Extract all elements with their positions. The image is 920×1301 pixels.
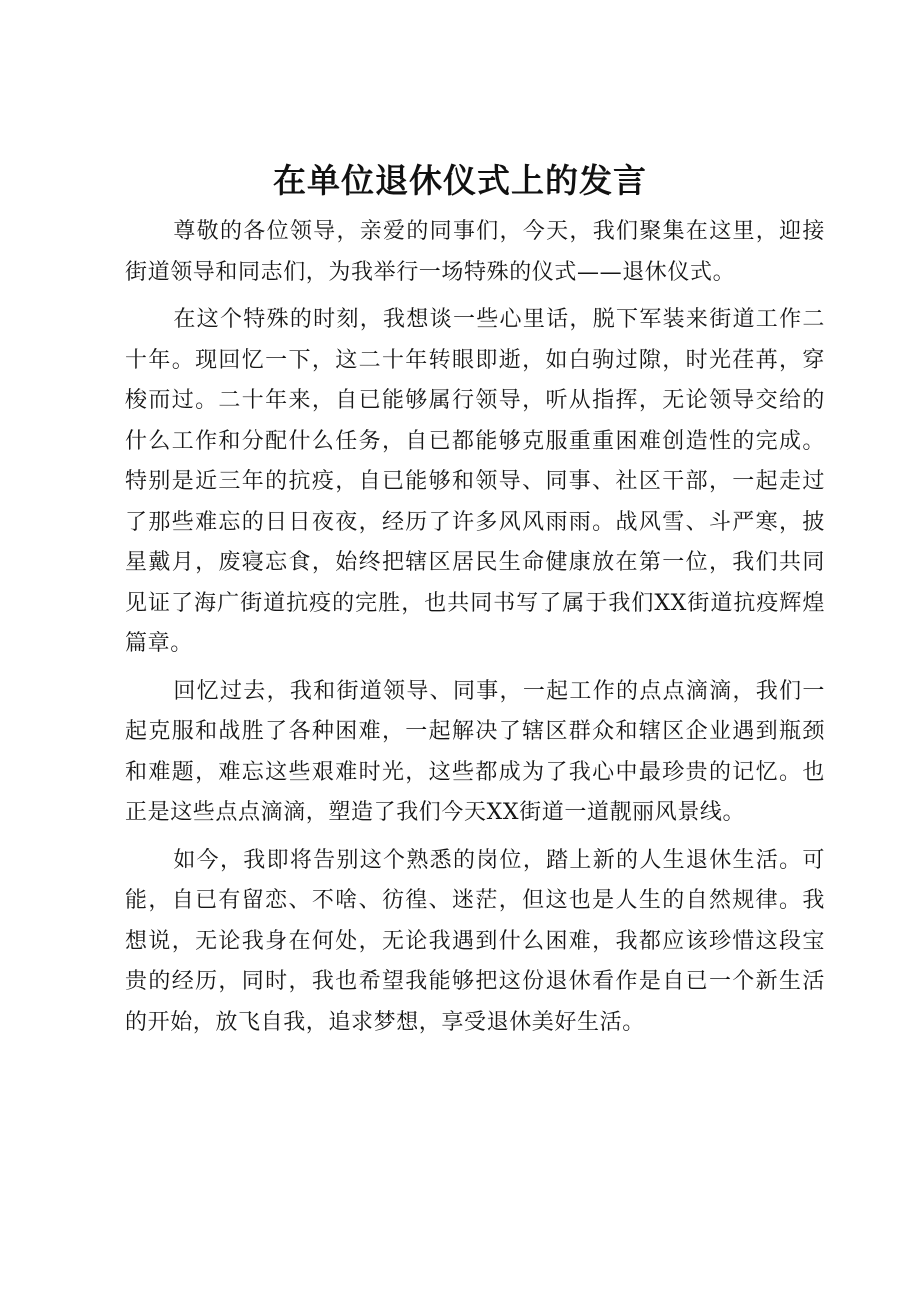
- paragraph-greeting: 尊敬的各位领导，亲爱的同事们，今天，我们聚集在这里，迎接街道领导和同志们，为我举行一场特殊的仪式——退休仪式。: [125, 219, 825, 285]
- document-title: 在单位退休仪式上的发言: [273, 161, 647, 200]
- paragraph-twenty-years: 在这个特殊的时刻，我想谈一些心里话，脱下军装来街道工作二十年。现回忆一下，这二十年转眼即逝，如白驹过隙，时光荏苒，穿梭而过。二十年来，自已能够属行领导，听从指挥，无论领导交给的什么工作和分配什么任务，自已都能够克服重重困难创造性的完成。特别是近三年的抗疫，自已能够和领导、同事、社区干部，一起走过了那些难忘的日日夜夜，经历了许多风风雨雨。战风雪、斗严寒，披星戴月，废寝忘食，始终把辖区居民生命健康放在第一位，我们共同见证了海广街道抗疫的完胜，也共同书写了属于我们XX街道抗疫辉煌篇章。: [125, 307, 825, 656]
- paragraph-farewell: 如今，我即将告别这个熟悉的岗位，踏上新的人生退休生活。可能，自已有留恋、不啥、彷徨、迷茫，但这也是人生的自然规律。我想说，无论我身在何处，无论我遇到什么困难，我都应该珍惜这段宝贵的经历，同时，我也希望我能够把这份退休看作是自已一个新生活的开始，放飞自我，追求梦想，享受退休美好生活。: [125, 847, 825, 1035]
- document-body: [125, 212, 825, 1050]
- paragraph-memories: 回忆过去，我和街道领导、同事，一起工作的点点滴滴，我们一起克服和战胜了各种困难，一起解决了辖区群众和辖区企业遇到瓶颈和难题，难忘这些艰难时光，这些都成为了我心中最珍贵的记忆。也正是这些点点滴滴，塑造了我们今天XX街道一道靓丽风景线。: [125, 678, 825, 825]
